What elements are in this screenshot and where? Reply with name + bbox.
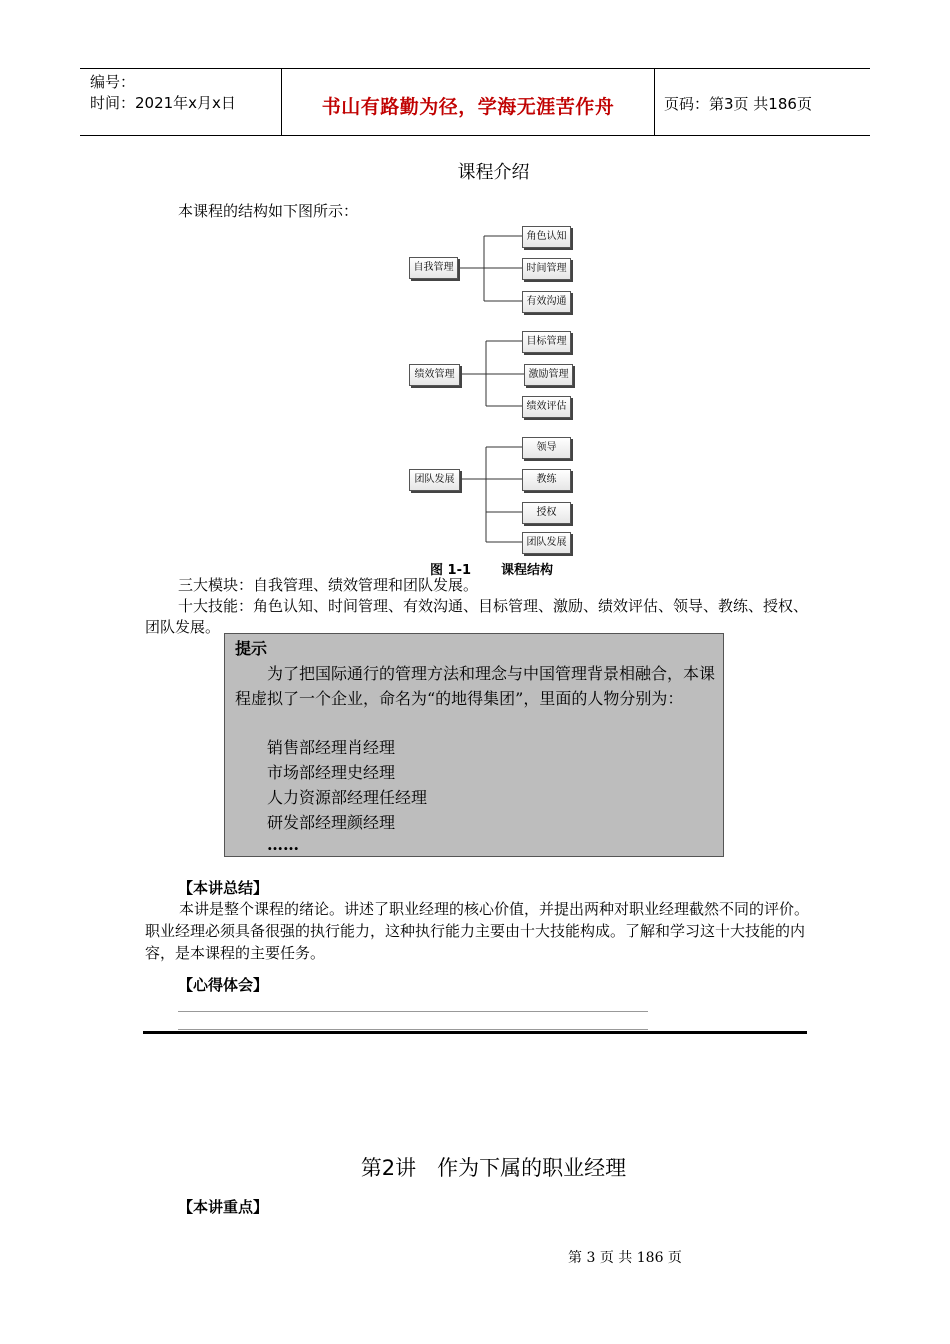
page-title: 课程介绍 [457, 162, 530, 183]
summary-label: 【本讲总结】 [178, 879, 269, 897]
tip-item: 人力资源部经理任经理 [267, 788, 428, 807]
diagram-skill-node: 时间管理 [522, 258, 571, 280]
section-divider [143, 1031, 807, 1034]
tip-box [224, 633, 724, 857]
header-page-info: 页码：第3页 共186页 [664, 95, 812, 113]
diagram-skill-node: 教练 [522, 469, 571, 491]
diagram-skill-node: 授权 [522, 502, 571, 524]
diagram-skill-node: 领导 [522, 437, 571, 459]
tip-item: …… [267, 835, 299, 854]
skills-line: 十大技能：角色认知、时间管理、有效沟通、目标管理、激励、绩效评估、领导、教练、授权、团队发展。 [145, 597, 809, 636]
reflection-line [178, 1029, 648, 1030]
diagram-skill-node: 有效沟通 [522, 291, 571, 313]
figure-number: 图 1-1 [430, 563, 472, 578]
diagram-skill-node: 绩效评估 [522, 396, 571, 418]
modules-line: 三大模块：自我管理、绩效管理和团队发展。 [178, 576, 479, 594]
number-label: 编号： [90, 73, 136, 91]
summary-text: 本讲是整个课程的绪论。讲述了职业经理的核心价值，并提出两种对职业经理截然不同的评价。职业经理必须具备很强的执行能力，这种执行能力主要由十大技能构成。了解和学习这十大技能的内容，是本课程的主要任务。 [145, 900, 810, 962]
tip-paragraph: 为了把国际通行的管理方法和理念与中国管理背景相融合，本课程虚拟了一个企业，命名为“的地得集团”，里面的人物分别为： [235, 664, 716, 708]
tip-item: 研发部经理颜经理 [267, 813, 396, 832]
diagram-module-performance-management: 绩效管理 [409, 364, 460, 386]
tip-item: 市场部经理史经理 [267, 763, 396, 782]
time-label: 时间：2021年x月x日 [90, 94, 236, 112]
diagram-connectors [0, 0, 950, 560]
diagram-skill-node: 目标管理 [522, 331, 571, 353]
chapter-title: 第2讲 作为下属的职业经理 [360, 1156, 627, 1180]
intro-text: 本课程的结构如下图所示： [178, 202, 359, 220]
figure-caption-text: 课程结构 [501, 563, 554, 578]
page-footer: 第 3 页 共 186 页 [568, 1250, 682, 1266]
tip-item: 销售部经理肖经理 [267, 738, 396, 757]
reflection-line [178, 1011, 648, 1012]
reflection-label: 【心得体会】 [178, 976, 269, 994]
tip-title: 提示 [235, 639, 268, 658]
diagram-skill-node: 团队发展 [522, 532, 571, 554]
header-motto: 书山有路勤为径，学海无涯苦作舟 [321, 96, 615, 118]
key-points-label: 【本讲重点】 [178, 1198, 269, 1216]
diagram-module-self-management: 自我管理 [409, 257, 458, 279]
diagram-skill-node: 角色认知 [522, 226, 571, 248]
diagram-skill-node: 激励管理 [524, 364, 573, 386]
diagram-module-team-development: 团队发展 [409, 469, 460, 491]
